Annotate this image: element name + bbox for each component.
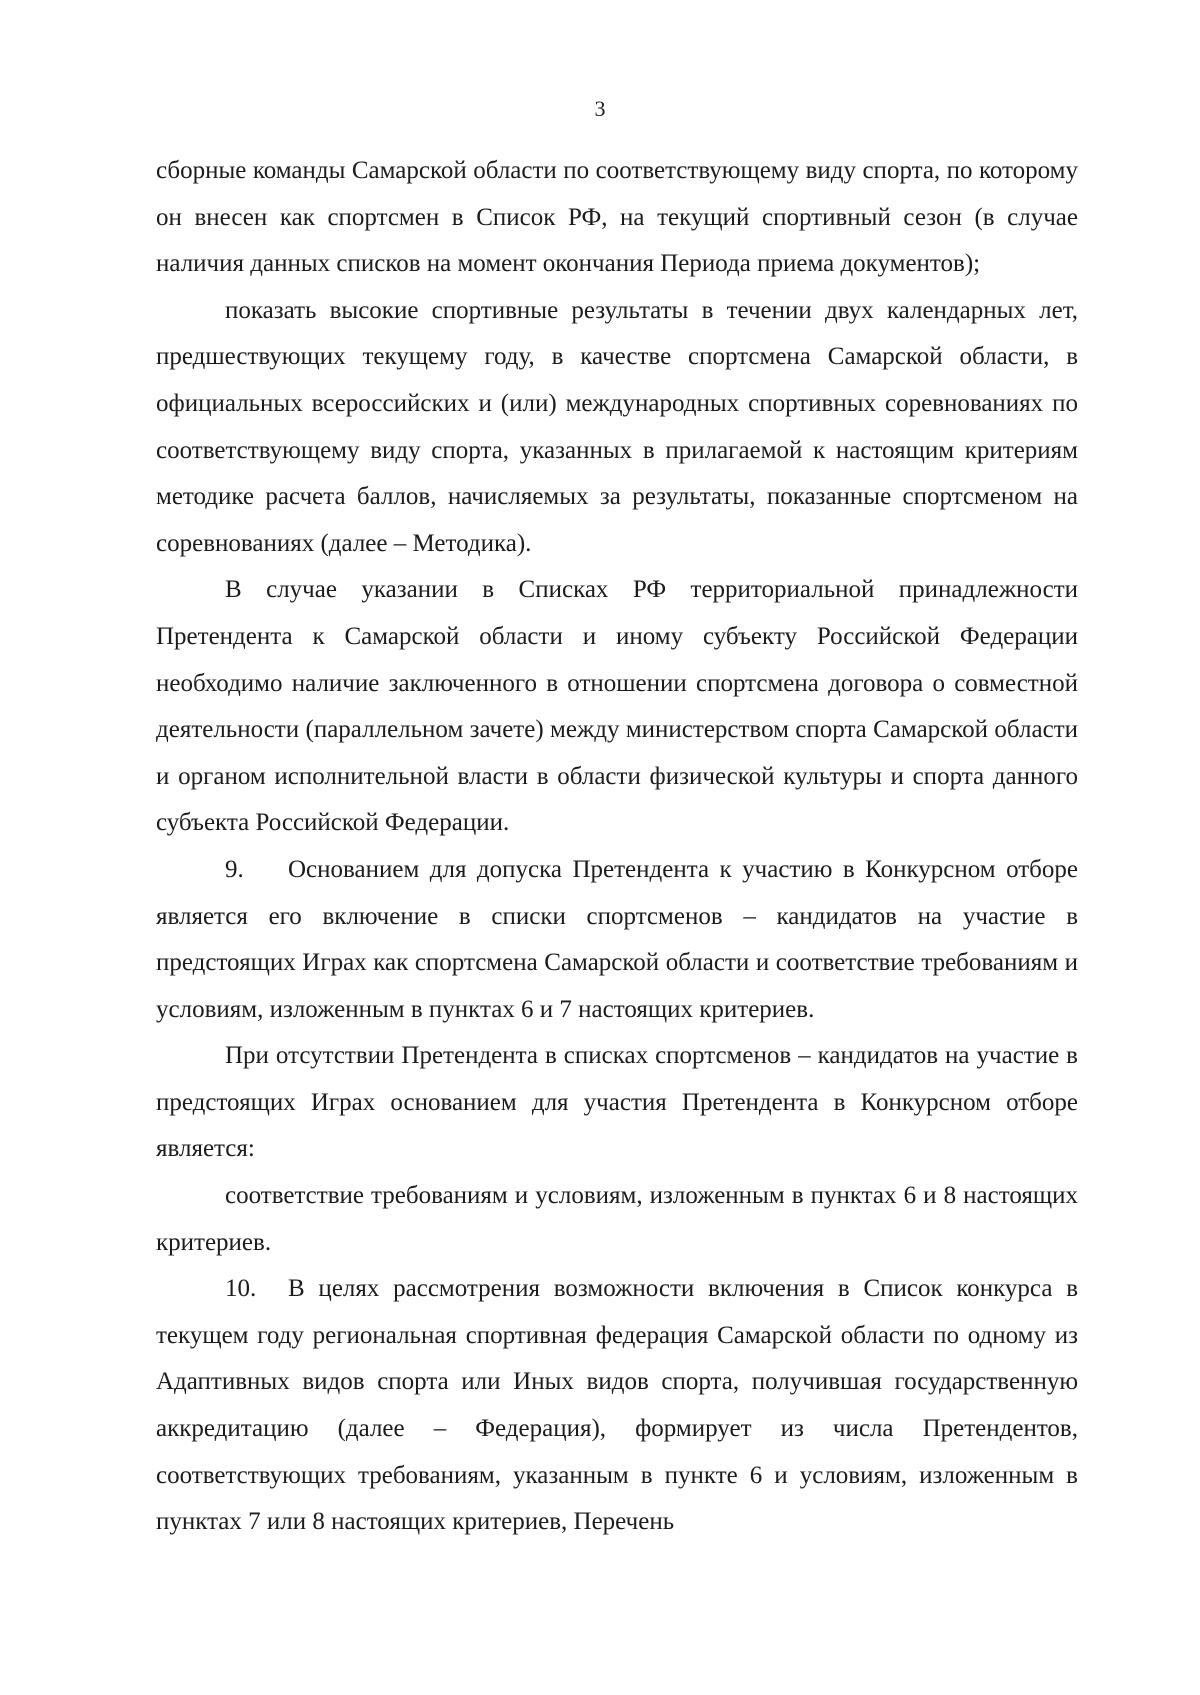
- clause-number: 10.: [225, 1275, 257, 1303]
- paragraph-territorial: [156, 567, 1078, 847]
- paragraph-compliance: [156, 1173, 1078, 1266]
- paragraph-text: соответствие требованиям и условиям, изложенным в пунктах 6 и 8 настоящих критериев.: [156, 1182, 1078, 1256]
- paragraph-results: [156, 288, 1078, 568]
- paragraph-absence: [156, 1033, 1078, 1173]
- paragraph-continuation: [156, 148, 1078, 288]
- paragraph-text: сборные команды Самарской области по соответствующему виду спорта, по которому он внесен как спортсмен в Список РФ, на текущий спортивный сезон (в случае наличия данных списков на момент окончания Периода приема документов);: [156, 157, 1078, 278]
- paragraph-clause-10: [156, 1266, 1078, 1546]
- paragraph-text: показать высокие спортивные результаты в течении двух календарных лет, предшествующих текущему году, в качестве спортсмена Самарской области, в официальных всероссийских и (или) международных спортивных соревнованиях по соответствующему виду спорта, указанных в прилагаемой к настоящим критериям методике расчета баллов, начисляемых за результаты, показанные спортсменом на соревнованиях (далее – Методика).: [156, 296, 1078, 557]
- paragraph-text: В случае указании в Списках РФ территориальной принадлежности Претендента к Самарской области и иному субъекту Российской Федерации необходимо наличие заключенного в отношении спортсмена договора о совместной деятельности (параллельном зачете) между министерством спорта Самарской области и органом исполнительной власти в области физической культуры и спорта данного субъекта Российской Федерации.: [156, 576, 1078, 837]
- paragraph-text: В целях рассмотрения возможности включения в Список конкурса в текущем году региональная спортивная федерация Самарской области по одному из Адаптивных видов спорта или Иных видов спорта, получившая государственную аккредитацию (далее – Федерация), формирует из числа Претендентов, соответствующих требованиям, указанным в пункте 6 и условиям, изложенным в пунктах 7 или 8 настоящих критериев, Перечень: [156, 1275, 1078, 1536]
- clause-number: 9.: [225, 855, 244, 883]
- paragraph-text: При отсутствии Претендента в списках спортсменов – кандидатов на участие в предстоящих Играх основанием для участия Претендента в Конкурсном отборе является:: [156, 1042, 1078, 1163]
- document-body: [156, 148, 1078, 1546]
- paragraph-text: Основанием для допуска Претендента к участию в Конкурсном отборе является его включение в списки спортсменов – кандидатов на участие в предстоящих Играх как спортсмена Самарской области и соответствие требованиям и условиям, изложенным в пунктах 6 и 7 настоящих критериев.: [156, 855, 1078, 1023]
- paragraph-clause-9: [156, 847, 1078, 1033]
- page-number: 3: [594, 96, 606, 121]
